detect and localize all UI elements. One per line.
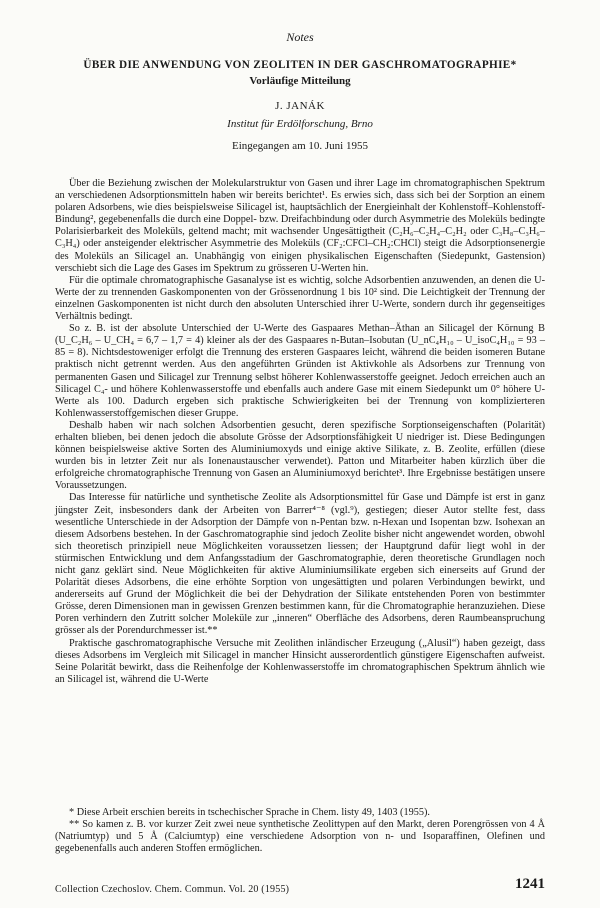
footnotes — [55, 807, 545, 855]
paragraph: Praktische gaschromatographische Versuche mit Zeolithen inländischer Erzeugung („Alusil“) haben gezeigt, dass dieses Adsorbens im Vergleich mit Silicagel in mancher Hinsicht ausserordentlich günstigere Eigenschaften aufweist. Seine Polarität bewirkt, dass die Reihenfolge der Kohlenwasserstoffe im chromatographischen Spektrum ähnlich wie an Silicagel ist, während die U-Werte — [55, 637, 545, 685]
article-title: ÜBER DIE ANWENDUNG VON ZEOLITEN IN DER GASCHROMATOGRAPHIE* — [83, 59, 517, 71]
paragraph: Das Interesse für natürliche und synthetische Zeolite als Adsorptionsmittel für Gase und Dämpfe ist erst in ganz jüngster Zeit, insbesonders dank der Arbeiten von Barrer⁴⁻⁸ (vgl.⁹), gestiegen; dieser Autor stellte fest, dass wesentliche Unterschiede in der Adsorption der Dämpfe von n-Pentan bzw. n-Hexan und Isopentan bzw. Isohexan an diesem Adsorbens bestehen. In der Gaschromatographie sind jedoch Zeolite bisher nicht angewendet worden, obwohl sich theoretisch prinzipiell neue Möglichkeiten voraussetzen liessen; der Hauptgrund dafür liegt wohl in der stürmischen Entwicklung und dem Anfangsstadium der Gaschromatographie, deren theoretische Grundlagen noch nicht ganz geklärt sind. Neue Möglichkeiten für aktive Aluminiumsilikate ergeben sich einerseits auf Grund der Polarität dieses Adsorbens, die eine erhöhte Sorption von ungesättigten und polaren Verbindungen bewirkt, und andererseits auf Grund der Möglichkeit die bei der Dehydration der Silikate entstehenden Poren von bestimmter Grösse, deren Dimensionen man in gewissen Grenzen bestimmen kann, für die Chromatographie heranzuziehen. Diese Poren verhindern den Zutritt solcher Moleküle zur „inneren“ Oberfläche des Adsorbens, deren Raumbeanspruchung grösser als der Porendurchmesser ist.** — [55, 492, 545, 637]
article-subtitle: Vorläufige Mitteilung — [249, 75, 351, 87]
author-name: J. JANÁK — [275, 100, 325, 112]
author-affiliation: Institut für Erdölforschung, Brno — [227, 118, 373, 130]
footnote: ** So kamen z. B. vor kurzer Zeit zwei neue synthetische Zeolittypen auf den Markt, deren Porengrössen von 4 Å (Natriumtyp) und 5 Å (Calciumtyp) eine verschiedene Adsorption von n- und Isoparaffinen, Olefinen und gegebenenfalls auch anderen Stoffen ermöglichen. — [55, 819, 545, 855]
paragraph: So z. B. ist der absolute Unterschied der U-Werte des Gaspaares Methan–Äthan an Silicagel der Körnung B (U_C₂H₆ – U_CH₄ = 6,7 – 1,7 = 4) kleiner als der des Gaspaares n-Butan–Isobutan (U_nC₄H₁₀ – U_isoC₄H₁₀ = 93 – 85 = 8). Nichtsdestoweniger erfolgt die Trennung des ersteren Gaspaares leicht, während die beiden isomeren Butane praktisch nicht getrennt werden. Aus den angeführten Gründen ist Aktivkohle als Adsorbens zur Trennung von permanenten Gasen und Silicagel zur Trennung selbst höherer Kohlenwasserstoffe geeignet. Jedoch erreichen auch an Silicagel C₄- und höhere Kohlenwasserstoffe und ebenfalls auch andere Gase mit einem Siedepunkt um 0° höhere U-Werte als 100. Dadurch ergeben sich praktische Schwierigkeiten bei der Trennung von komplizierteren Kohlenwasserstoffgemischen dieser Gruppe. — [55, 323, 545, 419]
received-date: Eingegangen am 10. Juni 1955 — [232, 140, 368, 152]
page-number: 1241 — [515, 876, 545, 892]
footnote: * Diese Arbeit erschien bereits in tschechischer Sprache in Chem. listy 49, 1403 (1955). — [69, 807, 430, 818]
article-body — [55, 178, 545, 686]
paragraph: Deshalb haben wir nach solchen Adsorbentien gesucht, deren spezifische Sorptionseigenschaften (Polarität) erhalten blieben, bei denen jedoch die absolute Grösse der Adsorptionsfähigkeit U niedriger ist. Diese Bedingungen können beispielsweise aktive Sorten des Aluminiumoxyds und einige aktive Silikate, z. B. Zeolite, erfüllen (diese wurden bis in letzter Zeit nur als Ionenaustauscher verwendet). Patton und Mitarbeiter haben kürzlich über die erfolgreiche chromatographische Trennung von Gasen an Aluminiumoxyd berichtet³. Ihre Ergebnisse bestätigen unsere Voraussetzungen. — [55, 419, 545, 492]
journal-citation: Collection Czechoslov. Chem. Commun. Vol. 20 (1955) — [55, 884, 290, 895]
paragraph: Für die optimale chromatographische Gasanalyse ist es wichtig, solche Adsorbentien anzuwenden, an denen die U-Werte der zu trennenden Gaskomponenten von der Grössenordnung 1 bis 10² sind. Die Leichtigkeit der Trennung der einzelnen Gaskomponenten ist nicht durch den absoluten Unterschied ihrer U-Werte, sondern durch ihr gegenseitiges Verhältnis bedingt. — [55, 274, 545, 323]
running-head: Notes — [286, 30, 314, 44]
paragraph: Über die Beziehung zwischen der Molekularstruktur von Gasen und ihrer Lage im chromatographischen Spektrum an verschiedenen Adsorptionsmitteln haben wir bereits berichtet¹. Es erwies sich, dass sich bei der Sorption an einem polaren Adsorbens, wie dies beispielsweise Silicagel ist, hauptsächlich der Energieinhalt der Kohlenstoff–Kohlenstoff-Bindung², gegebenenfalls die durch eine Doppel- bzw. Dreifachbindung oder durch Asymmetrie des Moleküls bedingte Polarisierbarkeit des Moleküls, geltend macht; mit wachsender Ungesättigtheit (C₂H₆–C₂H₄–C₂H₂ oder C₃H₈–C₃H₆–C₃H₄) oder ansteigender elektrischer Asymmetrie des Moleküls (CF₂:CFCl–CH₂:CHCl) steigt die Adsorptionsenergie des Moleküls an Silicagel an. Unabhängig von einigen physikalischen Eigenschaften (Siedepunkt, Gastension) verschiebt sich die Lage des Gases im Spektrum zu grösseren U-Werten hin. — [55, 178, 546, 274]
